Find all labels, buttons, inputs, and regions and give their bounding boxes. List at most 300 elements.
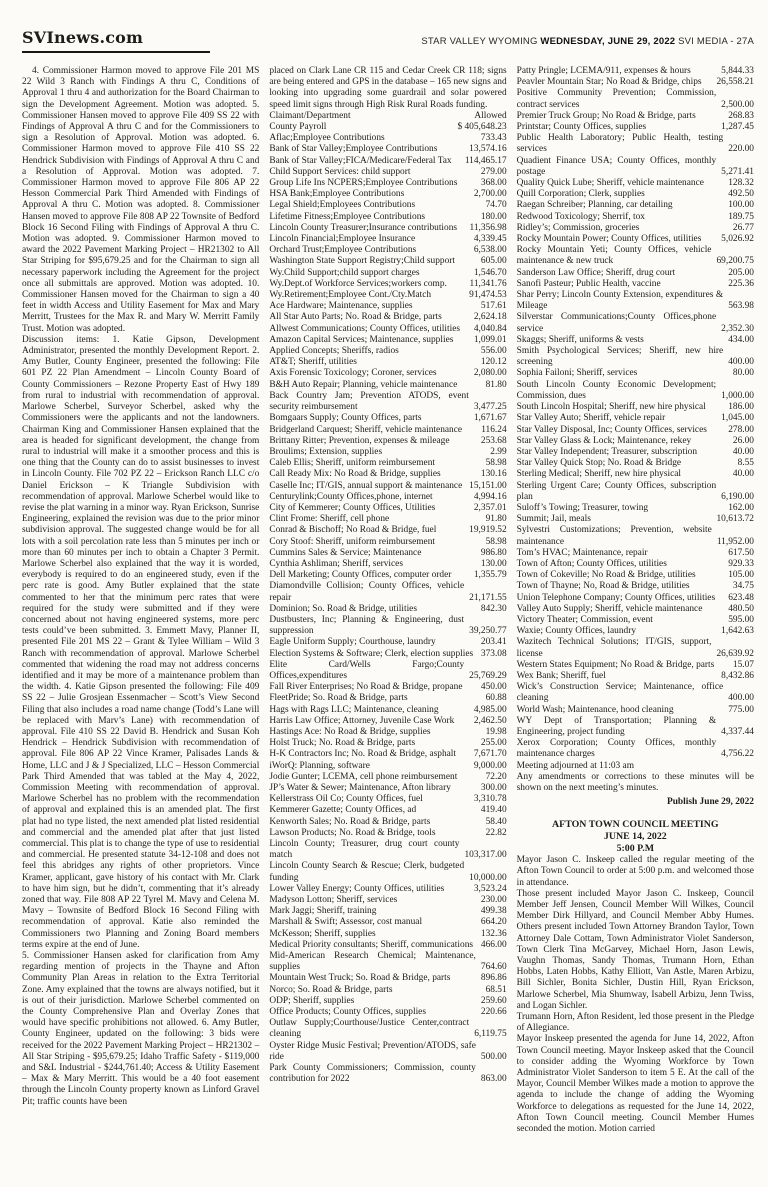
claimant-department: B&H Auto Repair; Planning, vehicle maintenance	[269, 379, 458, 390]
article-columns	[22, 66, 754, 1135]
claim-row	[517, 604, 754, 615]
claimant-department: Group Life Ins NCPERS;Employee Contributions	[269, 178, 458, 189]
allowed-amount: 8,432.86	[721, 670, 754, 681]
claimant-department: Bomgaars Supply; County Offices, parts	[269, 413, 422, 424]
claimant-department: Smith Psychological Services; Sheriff, new hire screening	[516, 346, 724, 368]
claim-row	[269, 951, 506, 973]
claim-row	[517, 503, 754, 514]
claim-row	[517, 368, 754, 379]
claim-row	[517, 637, 754, 659]
claim-row	[269, 1063, 506, 1085]
claimant-department: South Lincoln County Economic Development; Commission, dues	[516, 379, 717, 401]
claimant-department: Hastings Ace: No Road & Bridge, supplies	[269, 726, 431, 737]
claim-row	[269, 413, 506, 424]
claimant-department: Peavler Mountain Star; No Road & Bridge, chips	[516, 77, 702, 88]
claimant-department: Sanderson Law Office; Sheriff, drug court	[516, 267, 676, 278]
allowed-amount: 58.40	[485, 816, 507, 827]
claimant-department: Mid-American Research Chemical; Maintenance, supplies	[269, 951, 476, 973]
claim-row	[269, 548, 506, 559]
claimant-department: Legal Shield;Employees Contributions	[269, 200, 416, 211]
claimant-department: All Star Auto Parts; No. Road & Bridge, parts	[269, 312, 442, 323]
claim-row	[269, 761, 506, 772]
claimant-department: Park County Commissioners; Commission, county contribution for 2022	[269, 1063, 476, 1085]
claimant-department: H-K Contractors Inc; No. Road & Bridge, asphalt	[269, 749, 457, 760]
allowed-amount: 25,769.29	[469, 670, 507, 681]
allowed-amount: 259.60	[480, 995, 507, 1006]
allowed-amount: 500.00	[480, 1051, 507, 1062]
claim-row	[269, 559, 506, 570]
allowed-amount: 986.80	[480, 547, 507, 558]
claimant-department: Amazon Capital Services; Maintenance, supplies	[269, 334, 454, 345]
claim-row	[517, 200, 754, 211]
allowed-amount: 1,546.70	[473, 267, 507, 278]
claimant-department: Victory Theater; Commission, event	[516, 614, 653, 625]
publish-date-line: Publish June 29, 2022	[666, 797, 754, 808]
allowed-amount: 5,026.92	[721, 234, 754, 245]
claimant-department: ODP; Sheriff, supplies	[269, 995, 355, 1006]
claims-header-allowed: Allowed	[474, 110, 507, 121]
claim-row	[269, 167, 506, 178]
claimant-department: Wex Bank; Sheriff, fuel	[516, 670, 606, 681]
claim-row	[269, 234, 506, 245]
claim-row	[269, 200, 506, 211]
allowed-amount: 105.00	[728, 570, 754, 581]
allowed-amount: 368.00	[480, 178, 507, 189]
claim-row	[269, 1018, 506, 1040]
allowed-amount: 434.00	[728, 334, 754, 345]
allowed-amount: 19.98	[485, 726, 507, 737]
claim-row	[517, 279, 754, 290]
allowed-amount: 400.00	[728, 357, 754, 368]
claim-row	[269, 693, 506, 704]
claimant-department: Kellerstrass Oil Co; County Offices, fuel	[269, 794, 423, 805]
allowed-amount: 58.98	[485, 458, 507, 469]
allowed-amount: 373.08	[480, 648, 507, 659]
claimant-department: Back Country Jam; Prevention ATODS, event security reimbursement	[269, 390, 469, 413]
claim-row	[269, 245, 506, 256]
claimant-department: Ridley’s; Commission, groceries	[516, 222, 640, 233]
claim-row	[269, 469, 506, 480]
allowed-amount: 450.00	[480, 682, 507, 693]
allowed-amount: 13,574.16	[469, 144, 507, 155]
allowed-amount: 605.00	[480, 256, 507, 267]
allowed-amount: 617.50	[728, 547, 754, 558]
claim-row	[269, 929, 506, 940]
allowed-amount: 2,352.30	[721, 323, 754, 334]
allowed-amount: 34.75	[732, 581, 754, 592]
claimant-department: Redwood Toxicology; Sherrif, tox	[516, 211, 645, 222]
allowed-amount: 21,171.55	[469, 592, 507, 603]
claimant-department: Clint Frome: Sheriff, cell phone	[269, 514, 390, 525]
allowed-amount: 480.50	[728, 603, 754, 614]
claimant-department: Wy.Child Support;child support charges	[269, 267, 420, 278]
claim-row	[517, 436, 754, 447]
claim-row	[269, 122, 506, 133]
allowed-amount: 26.77	[732, 222, 754, 233]
claimant-department: Western States Equipment; No Road & Bridge, parts	[516, 659, 715, 670]
folio-line	[421, 36, 754, 53]
allowed-amount: 225.36	[728, 278, 754, 289]
claimant-department: Marshall & Swift; Assessor, cost manual	[269, 917, 423, 928]
allowed-amount: 114,465.17	[464, 155, 507, 166]
allowed-amount: 764.60	[480, 962, 507, 973]
allowed-amount: 1,099.01	[473, 334, 507, 345]
claimant-department: Quill Corporation; Clerk, supplies	[516, 189, 645, 200]
claimant-department: Public Health Laboratory; Public Health, testing services	[516, 133, 724, 155]
claimant-department: Jodie Gunter; LCEMA, cell phone reimbursement	[269, 771, 458, 782]
claim-row	[517, 458, 754, 469]
allowed-amount: 623.48	[728, 592, 754, 603]
claim-row	[269, 492, 506, 503]
claim-row	[269, 279, 506, 290]
claim-row	[269, 817, 506, 828]
claim-row	[269, 537, 506, 548]
allowed-amount: 300.00	[480, 783, 507, 793]
claim-row	[517, 570, 754, 581]
allowed-amount: 39,250.77	[469, 626, 507, 637]
minutes-paragraph: Discussion items: 1. Katie Gipson, Development Administrator, presented the monthly Development Report. 2. Amy Butler, County Engineer, presented the following: File 601 PZ 22 Plan Amendment – Lincoln County Board of County Commissioners – Rezone Property East of Hwy 189 from rural to industrial with recommendation of approval. Marlowe Scherbel, Surveyor Scherbel, asked why the Commissioners were the applicants and not the landowners. Chairman King and Commissioner Hansen explained that the area is headed for significant development, the change from rural to industrial will make it a smoother process and this is one thing that the County can do to assist businesses to invest in Lincoln County. File 702 PZ 22 – Erickson Ranch LLC c/o Daniel Erickson – K Triangle Subdivision with recommendation of approval. Marlowe Scherbel would like to revise the plat warning in a minor way. Ryan Erickson, Sunrise Engineering, explained the revision was due to the prior minor subdivision approval. The suggested change would be for all lots with a soil percolation rate less than 5 minutes per inch or more than 60 minutes per inch to obtain a Chapter 3 Permit. Marlowe Scherbel also explained that the way it is worded, everybody is required to do an engineered study, even if the perc rate is good. Amy Butler explained that the state commented to her that the minimum perc rates that were required for the study were submitted and if they were concerned about not having engineered systems, more perc tests could’ve been submitted. 3. Emmett Mavy, Planner II, presented File 201 MS 22 – Grant & Tylee William – Wild 3 Ranch with recommendation of approval. Marlowe Scherbel commented that widening the road may not address concerns identified and it may be more of a maintenance problem than the width. 4. Katie Gipson presented the following: File 409 SS 22 – Julie Grosjean Essenmacher – Scott’s View Second Filing that also includes a road name change (Todd’s Lane will be replaced with Marv’s Lane) with recommendation of approval. File 410 SS 22 David B. Hendrick and Susan Koh Hendrick – Hendrick Subdivision with recommendation of approval. File 806 AP 22 Vince Kramer, Palisades Lands & Home, LLC and J & J Specialized, LLC – Hesson Commercial Park Third Amended that was tabled at the May 4, 2022, Commission Meeting with recommendation of approval. Marlowe Scherbel has no problem with the recommendation of approval and explained this is an amended plat. The first plat had no type listed, the next amended plat listed residential and commercial and the amended plat after that just listed commercial. This plat is to change the type of use to residential and commercial. He presented statute 34-12-108 and does not feel this abridges any rights of other proprietors. Vince Kramer, applicant, gave history of his contact with Mr. Clark to have him sign, but he didn’t, commenting that it’s already zoned that way. File 808 AP 22 Tyrel M. Mavy and Celena M. Mavy – Townsite of Bedford Block 16 Second Filing with recommendation of approval. Katie also reminded the Commissioners two Planning and Zoning Board members terms expire at the end of June.	[22, 334, 260, 950]
claim-row	[517, 413, 754, 424]
claimant-department: Premier Truck Group; No Road & Bridge, parts	[516, 110, 696, 121]
claimant-department: Silverstar Communications;County Offices,phone service	[516, 312, 717, 334]
allowed-amount: 11,356.98	[469, 222, 507, 233]
allowed-amount: 130.16	[480, 469, 507, 480]
claimant-department: Dell Marketing; County Offices, computer order	[269, 570, 452, 581]
claim-row	[269, 324, 506, 335]
claim-row	[269, 895, 506, 906]
claimant-department: Dustbusters, Inc; Planning & Engineering, dust suppression	[269, 614, 465, 637]
allowed-amount: 100.00	[728, 200, 754, 211]
allowed-amount: 15.07	[732, 659, 754, 670]
allowed-amount: 186.00	[728, 402, 754, 413]
allowed-amount: 278.00	[728, 424, 754, 435]
allowed-amount: 9,000.00	[473, 760, 507, 771]
claim-row	[517, 212, 754, 223]
claim-row	[269, 727, 506, 738]
claim-row	[517, 66, 754, 77]
claimant-department: Fall River Enterprises; No Road & Bridge, propane	[269, 682, 463, 693]
claim-row	[269, 906, 506, 917]
allowed-amount: 4,994.16	[473, 491, 507, 502]
claim-row	[517, 738, 754, 760]
allowed-amount: 180.00	[480, 211, 507, 222]
claim-row	[517, 671, 754, 682]
claim-row	[517, 593, 754, 604]
allowed-amount: 1,287.45	[721, 122, 754, 133]
claimant-department: South Lincoln Hospital; Sheriff, new hire physical	[516, 402, 706, 413]
claim-row	[269, 503, 506, 514]
allowed-amount: 203.41	[480, 637, 507, 648]
site-logo: SVInews.com	[22, 28, 210, 53]
claimant-department: Diamondville Collision; County Offices, vehicle repair	[269, 581, 465, 603]
claimant-department: Election Systems & Software; Clerk, election supplies	[269, 648, 474, 659]
claim-row	[269, 223, 506, 234]
claimant-department: Xerox Corporation; County Offices, monthly maintenance charges	[516, 738, 717, 760]
claimant-department: City of Kemmerer; County Offices, Utilities	[269, 502, 436, 513]
allowed-amount: 189.75	[728, 211, 754, 222]
claimant-department: Cummins Sales & Service; Maintenance	[269, 547, 422, 558]
allowed-amount: 1,355.79	[473, 570, 507, 581]
claim-row	[517, 312, 754, 334]
allowed-amount: 132.36	[480, 928, 507, 939]
claims-table-header	[269, 111, 506, 122]
allowed-amount: 279.00	[480, 166, 507, 177]
claim-row	[517, 346, 754, 368]
claimant-department: Waxie; County Offices, laundry	[516, 626, 637, 637]
allowed-amount: 10,000.00	[469, 872, 507, 883]
claim-row	[517, 716, 754, 738]
claimant-department: Lawson Products; No. Road & Bridge, tools	[269, 827, 436, 838]
claimant-department: Lincoln County Treasurer;Insurance contributions	[269, 222, 458, 233]
claim-row	[517, 268, 754, 279]
allowed-amount: 255.00	[480, 738, 507, 749]
allowed-amount: 26,558.21	[716, 77, 754, 88]
claim-row	[269, 917, 506, 928]
claim-row	[517, 615, 754, 626]
claimant-department: Lincoln Financial;Employee Insurance	[269, 234, 416, 245]
allowed-amount: 3,477.25	[473, 402, 507, 413]
claimant-department: Axis Forensic Toxicology; Coroner, services	[269, 368, 437, 379]
claim-row	[517, 290, 754, 312]
claim-row	[269, 391, 506, 413]
claimant-department: JP’s Water & Sewer; Maintenance, Afton library	[269, 783, 451, 793]
allowed-amount: 268.83	[728, 110, 754, 121]
afton-paragraph: Those present included Mayor Jason C. Inskeep, Council Member Jeff Jensen, Council Member Will Wilkes, Council Member Dirk Hillyard, and Council Member Abby Humes. Others present included Town Attorney Brandon Taylor, Town Attorney Dale Cottam, Town Administrator Violet Sanderson, Town Clerk Tina McGarvey, Michael Horn, Jason Lewis, Vaughn Thomas, Sandy Thomas, Trumann Horn, Ethan Hobbs, Laten Hobbs, Kathy Elliott, Van Astle, Maren Arbizu, Bill Sichler, Bonita Sichler, Dustin Hill, Ryan Erickson, Marlowe Scherbel, Mia Shumway, Isabell Arbizu, Jenn Twiss, and Logan Sichler.	[516, 888, 754, 1011]
claim-row	[517, 469, 754, 480]
allowed-amount: 896.86	[480, 973, 507, 984]
claimant-department: HSA Bank;Employee Contributions	[269, 189, 405, 200]
claim-row	[517, 626, 754, 637]
claim-row	[517, 548, 754, 559]
allowed-amount: 128.32	[728, 178, 754, 189]
allowed-amount: 3,523.24	[473, 883, 507, 894]
folio-location: STAR VALLEY WYOMING	[421, 36, 541, 47]
claimant-department: Star Valley Glass & Lock; Maintenance, rekey	[516, 435, 692, 446]
allowed-amount: 22.82	[485, 827, 507, 838]
claimant-department: Star Valley Auto; Sheriff, vehicle repair	[516, 413, 666, 424]
minutes-paragraph: 4. Commissioner Harmon moved to approve File 201 MS 22 Wild 3 Ranch with Findings A thru C, Conditions of Approval 1 thru 4 and authorization for the Board Chairman to sign the Development Agreement. Motion was adopted. 5. Commissioner Hansen moved to approve File 409 SS 22 with Findings of Approval A thru C and for the Commissioners to sign a Resolution of Approval. Motion was adopted. 6. Commissioner Harmon moved to approve File 410 SS 22 Hendrick Subdivision with Findings of Approval A thru C and a Resolution of Approval. Motion was adopted. 7. Commissioner Harmon moved to approve File 806 AP 22 Hesson Commercial Park Third Amended with Findings of Approval A thru C. Motion was adopted. 8. Commissioner Hansen moved to approve File 808 AP 22 Townsite of Bedford Block 16 Second Filing with Findings of Approval A thru C. Motion was adopted. 9. Commissioner Harmon moved to award the 2022 Pavement Marking Project – HR21302 to All Star Striping for $95,679.25 and for the Chairman to sign all necessary paperwork including the Agreement for the project once all submittals are approved. Motion was adopted. 10. Commissioner Hansen moved for the Chairman to sign a 40 feet in width Access and Utility Easement for Max and Mary Merritt, Trustees for the Max R. and Mary W. Merritt Family Trust. Motion was adopted.	[22, 66, 260, 334]
claimant-department: WY Dept of Transportation; Planning & Engineering, project funding	[516, 715, 717, 737]
claim-row	[269, 335, 506, 346]
allowed-amount: 1,000.00	[721, 390, 754, 401]
minutes-paragraph: 5. Commissioner Hansen asked for clarification from Amy regarding mention of projects in the Thayne and Afton Community Plan Areas in relation to the Extra Territorial Zone. Amy explained that the towns are always notified, but it is out of their jurisdiction. Marlowe Scherbel commented on the County Comprehensive Plan and Overlay Zones that would have specific prohibitions not allowed. 6. Amy Butler, County Engineer, updated on the following: 3 bids were received for the 2022 Pavement Marking Project – HR21302 – All Star Striping - $95,679.25; Idaho Traffic Safety - $119,000 and S&L Industrial - $244,761.40; Access & Utility Easement – Max & Mary Merritt. This would be a 40 foot easement through the Lincoln County property known as Linford Gravel Pit; traffic counts have been	[22, 951, 260, 1107]
claimant-department: Suloff’s Towing; Treasurer, towing	[516, 502, 649, 513]
claimant-department: Rocky Mountain Yeti; County Offices, vehicle maintenance & new truck	[516, 245, 712, 267]
allowed-amount: 80.00	[732, 368, 754, 379]
allowed-amount: 116.24	[481, 424, 507, 435]
allowed-amount: 842.30	[480, 603, 507, 614]
allowed-amount: 563.98	[728, 301, 754, 312]
claimant-department: County Payroll	[269, 122, 327, 133]
allowed-amount: 2,624.18	[473, 312, 507, 323]
claimant-department: Kemmerer Gazette; County Offices, ad	[269, 805, 417, 816]
column-2	[269, 66, 506, 1135]
claimant-department: Sophia Failoni; Sheriff, services	[516, 368, 638, 379]
allowed-amount: 2,500.00	[721, 99, 754, 110]
allowed-amount: 664.20	[480, 917, 507, 928]
claims-header-claimant: Claimant/Department	[269, 110, 351, 121]
allowed-amount: 81.80	[485, 379, 507, 390]
claimant-department: Summit; Jail, meals	[516, 514, 591, 525]
claim-row	[269, 805, 506, 816]
afton-meeting-title: AFTON TOWN COUNCIL MEETING	[552, 819, 719, 831]
claim-row	[517, 234, 754, 245]
column-1	[22, 66, 259, 1135]
claimant-department: Wick’s Construction Service; Maintenance, office cleaning	[516, 682, 724, 704]
allowed-amount: 7,671.70	[473, 749, 507, 760]
claim-row	[269, 189, 506, 200]
allowed-amount: 595.00	[728, 614, 754, 625]
claimant-department: World Wash; Maintenance, hood cleaning	[516, 704, 674, 715]
allowed-amount: 1,671.67	[473, 413, 507, 424]
claimant-department: Lower Valley Energy; County Offices, utilities	[269, 883, 445, 894]
claimant-department: Elite Card/Wells Fargo;County Offices,expenditures	[269, 659, 465, 681]
claimant-department: Wy.Retirement;Employee Cont./Cty.Match	[269, 290, 432, 301]
claimant-department: Child Support Services: child support	[269, 166, 411, 177]
allowed-amount: 220.00	[728, 144, 754, 155]
claim-row	[269, 1041, 506, 1063]
claimant-department: AT&T; Sheriff, utilities	[269, 357, 357, 368]
allowed-amount: 10,613.72	[716, 514, 754, 525]
claim-row	[517, 705, 754, 716]
claimant-department: Union Telephone Company; County Offices, utilities	[516, 592, 716, 603]
claim-row	[269, 604, 506, 615]
allowed-amount: 6,190.00	[721, 491, 754, 502]
claim-row	[269, 996, 506, 1007]
claimant-department: Tom’s HVAC; Maintenance, repair	[516, 547, 648, 558]
claimant-department: Bank of Star Valley;Employee Contributions	[269, 144, 438, 155]
claimant-department: Medical Priority consultants; Sheriff, communications	[269, 939, 474, 950]
allowed-amount: 6,119.75	[474, 1029, 507, 1040]
allowed-amount: 929.33	[728, 558, 754, 569]
claimant-department: Brittany Ritter; Prevention, expenses & mileage	[269, 435, 450, 446]
claim-row	[269, 772, 506, 783]
allowed-amount: 69,200.75	[716, 256, 754, 267]
claim-row	[269, 312, 506, 323]
claimant-department: Lincoln County Search & Rescue; Clerk, budgeted funding	[269, 861, 465, 883]
allowed-amount: 2,357.01	[473, 502, 507, 513]
claimant-department: Raegan Schreiber; Planning, car detailing	[516, 200, 673, 211]
claim-row	[517, 133, 754, 155]
claim-row	[269, 256, 506, 267]
claimant-department: Dominion; So. Road & Bridge, utilities	[269, 603, 417, 614]
claim-row	[517, 660, 754, 671]
afton-meeting-body	[517, 855, 754, 1135]
allowed-amount: 419.40	[480, 805, 507, 816]
claim-row	[269, 525, 506, 536]
claimant-department: Kenworth Sales; No. Road & Bridge, parts	[269, 816, 431, 827]
claimant-department: Cory Stoof: Sheriff, uniform reimbursement	[269, 536, 436, 547]
allowed-amount: 492.50	[728, 189, 754, 200]
claim-row	[269, 368, 506, 379]
claim-row	[269, 458, 506, 469]
allowed-amount: 4,339.45	[473, 234, 507, 245]
allowed-amount: 2,700.00	[473, 189, 507, 200]
afton-meeting-time: 5:00 P.M	[616, 842, 655, 854]
claim-row	[269, 749, 506, 760]
claimant-department: Lifetime Fitness;Employee Contributions	[269, 211, 426, 222]
claim-row	[269, 794, 506, 805]
afton-paragraph: Mayor Inskeep presented the agenda for June 14, 2022, Afton Town Council meeting. Mayor Inskeep asked that the Council to consider adding the Wyoming Workforce by Town Administrator Violet Sanderson to item 5 E. At the call of the Mayor, Council Member Wilkes made a motion to approve the agenda to include the change of adding the Wyoming Workforce to delegations as requested for the June 14, 2022, Afton Town Council meeting. Council Member Humes seconded the motion. Motion carried	[516, 1034, 754, 1135]
allowed-amount: 26.00	[732, 435, 754, 446]
claim-row	[517, 514, 754, 525]
allowed-amount: 130.00	[480, 558, 507, 569]
claimant-department: Sterling Medical; Sheriff, new hire physical	[516, 469, 682, 480]
claim-row	[269, 570, 506, 581]
claimant-department: Caleb Ellis; Sheriff, uniform reimbursement	[269, 458, 436, 469]
claim-row	[269, 346, 506, 357]
claimant-department: Lincoln County; Treasurer, drug court county match	[269, 839, 460, 861]
allowed-amount: 1,642.63	[721, 626, 754, 637]
column-3	[517, 66, 754, 1135]
allowed-amount: 40.00	[732, 446, 754, 457]
claimant-department: Printstar; County Offices, supplies	[516, 122, 647, 133]
claim-row	[517, 111, 754, 122]
claimant-department: Town of Thayne; No, Road & Bridge, utilities	[516, 581, 690, 592]
claim-row	[517, 447, 754, 458]
claimant-department: Cynthia Ashliman; Sheriff, services	[269, 558, 403, 569]
claimant-department: Office Products; County Offices, supplies	[269, 1007, 426, 1018]
claim-row	[269, 357, 506, 368]
allowed-amount: 60.88	[485, 693, 507, 704]
allowed-amount: 4,040.84	[473, 323, 507, 334]
allowed-amount: 103,317.00	[464, 850, 507, 861]
claimant-department: Town of Cokeville; No Road & Bridge, utilities	[516, 570, 696, 581]
claimant-department: Wazitech Technical Solutions; IT/GIS, support, license	[516, 637, 712, 659]
claimant-department: Broulims; Extension, supplies	[269, 446, 383, 457]
folio-edition: SVI MEDIA - 27A	[675, 36, 754, 47]
claim-row	[517, 189, 754, 200]
allowed-amount: 91.80	[485, 514, 507, 525]
claimant-department: Call Ready Mix: No Road & Bridge, supplies	[269, 469, 441, 480]
claim-row	[517, 335, 754, 346]
claimant-department: Sterling Urgent Care; County Offices, subscription plan	[516, 480, 717, 502]
claim-row	[269, 839, 506, 861]
claimant-department: FleetPride; So. Road & Bridge, parts	[269, 693, 408, 704]
claim-row	[517, 481, 754, 503]
allowed-amount: 4,337.44	[721, 726, 754, 737]
claim-row	[269, 268, 506, 279]
claim-row	[269, 133, 506, 144]
claimant-department: Hags with Rags LLC; Maintenance, cleaning	[269, 704, 439, 715]
allowed-amount: 230.00	[480, 895, 507, 906]
allowed-amount: 6,538.00	[473, 245, 507, 256]
claim-row	[269, 581, 506, 603]
allowed-amount: 1,045.00	[721, 413, 754, 424]
claim-row	[517, 223, 754, 234]
claim-row	[517, 88, 754, 110]
claim-row	[269, 156, 506, 167]
allowed-amount: 91,474.53	[469, 290, 507, 301]
allowed-amount: 40.00	[732, 469, 754, 480]
adjournment-line: Meeting adjourned at 11:03 am	[516, 760, 634, 771]
allowed-amount: 2,080.00	[473, 368, 507, 379]
amendments-line: Any amendments or corrections to these minutes will be shown on the next meeting’s minutes.	[516, 771, 754, 793]
claim-row	[517, 525, 754, 547]
claimant-department: Orchard Trust;Employee Contributions	[269, 245, 417, 256]
claimant-department: Sylvestri Customizations; Prevention, website maintenance	[516, 525, 712, 547]
claim-row	[269, 301, 506, 312]
claim-row	[269, 649, 506, 660]
claim-row	[269, 884, 506, 895]
claimant-department: Allwest Communications; County Offices, utilities	[269, 323, 461, 334]
claim-row	[269, 1007, 506, 1018]
claims-list-part2	[517, 66, 754, 761]
claim-row	[269, 212, 506, 223]
claimant-department: Washington State Support Registry;Child support	[269, 256, 456, 267]
claim-row	[269, 380, 506, 391]
claimant-department: Mountain West Truck; So. Road & Bridge, parts	[269, 973, 451, 984]
